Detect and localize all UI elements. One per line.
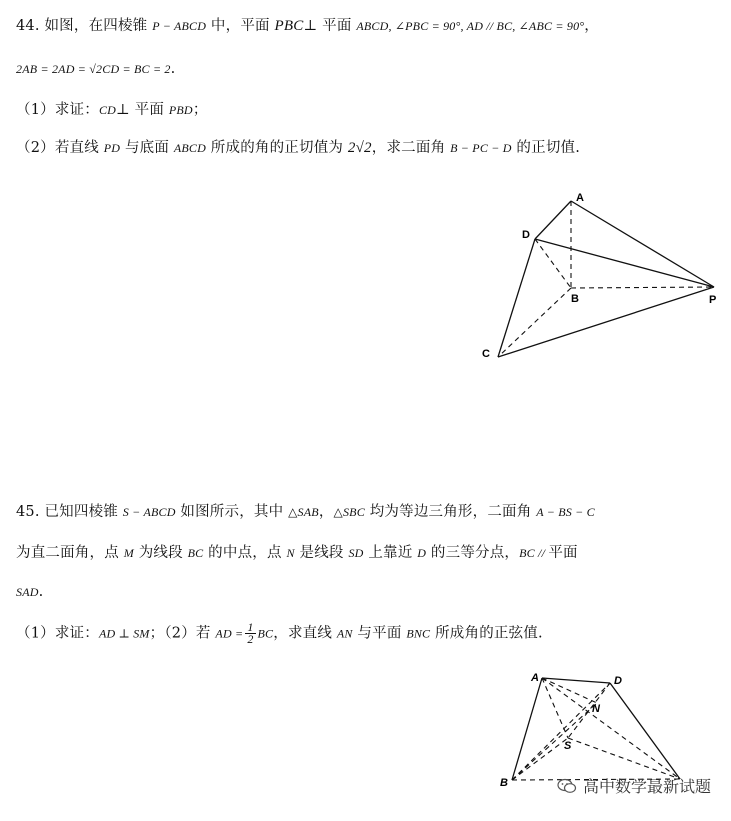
q44-text: 所成的角的正切值为 [206,140,348,156]
q44-text: ， [584,18,599,34]
q44-conditions: ABCD, ∠PBC = 90°, AD // BC, ∠ABC = 90° [356,19,585,33]
edge-ap [571,201,714,287]
q44-text: 44. 如图，在四棱锥 [16,18,153,34]
edge-ac-45 [542,678,680,779]
q44-part1-label: （1）求证： [16,102,99,118]
q44-label-d: D [522,229,530,241]
q45-text: 的三等分点， [426,545,520,561]
q45-parts [16,622,543,645]
q45-label-a: A [531,672,539,684]
q45-text: ， [318,504,334,520]
q45-perp: AD ⊥ SM [98,626,150,641]
q45-text: . [38,584,44,600]
q45-point-d: D [417,546,427,560]
q44-text: 的正切值. [511,140,581,156]
q44-plane-pbd: PBD [168,103,193,117]
q45-point-n: N [286,546,295,560]
q44-text: ⊥ 平面 [303,18,357,34]
q45-plane-bnc: BNC [406,626,431,641]
q44-line-cd: CD [98,103,117,117]
q45-line2 [16,543,578,563]
q45-label-d: D [614,675,622,687]
edge-dc-45 [610,683,680,779]
q45-bc: BC [257,626,274,641]
q45-dihedral: A − BS − C [536,505,595,519]
watermark [557,774,711,797]
q44-label-c: C [482,348,490,360]
q45-part2-label: ；（2）若 [149,625,216,642]
q45-part1-label: （1）求证： [16,625,99,642]
q45-ad-eq: AD = [215,626,244,641]
q45-line3 [16,582,43,602]
q45-triangle-sbc: △SBC [333,505,365,519]
q45-text: 是线段 [294,545,349,561]
q45-text: 上靠近 [363,545,418,561]
q45-line-an: AN [336,626,353,641]
q44-label-a: A [576,192,584,204]
q44-tan-value: 2√2 [347,140,372,156]
edge-dp [535,239,714,287]
q45-label-n: N [592,703,600,715]
edge-bn-45 [512,703,597,780]
q44-pyramid-name: P − ABCD [152,19,207,33]
edge-cp [498,287,717,357]
q45-point-m: M [123,546,134,560]
q44-label-p: P [709,294,717,306]
q45-segment-bc: BC [187,546,204,560]
q45-text: 为直二面角，点 [16,545,124,561]
q44-label-b: B [571,293,579,305]
q45-parallel: BC // [519,546,549,560]
q44-base: ABCD [173,141,206,155]
edge-db-hidden [535,239,571,288]
q45-line1 [16,502,595,522]
q45-segment-sd: SD [348,546,364,560]
q44-equation: 2AB = 2AD = √2CD = BC = 2 [16,62,171,76]
wechat-icon [557,778,577,794]
q44-text: ； [192,102,208,118]
q44-part2-label: （2）若直线 [16,140,104,156]
q45-text: ，求直线 [273,625,337,642]
q45-triangle-sab: △SAB [288,505,319,519]
q45-plane-sad: SAD [16,585,39,599]
q44-text: 中，平面 [206,18,275,34]
q44-text: ，求二面角 [371,140,451,156]
watermark-text: 高中数学最新试题 [582,777,711,796]
q45-text: 所成角的正弦值. [430,625,543,642]
q45-text: 为线段 [133,545,188,561]
edge-sc-45 [568,738,680,779]
q44-line-pd: PD [103,141,121,155]
q44-text: ⊥ 平面 [116,102,169,118]
q44-dihedral: B − PC − D [450,141,512,155]
q45-text: 与平面 [352,625,407,642]
q45-label-b: B [500,777,508,789]
q45-label-s: S [564,740,572,752]
q45-text: 的中点，点 [203,545,287,561]
q45-text: 均为等边三角形，二面角 [364,504,537,520]
q45-text: 45. 已知四棱锥 [16,504,123,520]
q45-fraction [245,622,255,645]
q45-text: 如图所示，其中 [175,504,289,520]
edge-ad [535,201,571,239]
q45-frac-num: 1 [247,620,254,634]
q45-pyramid-name: S − ABCD [122,505,176,519]
q45-text: 平面 [548,545,578,561]
q44-text: . [170,61,176,77]
q44-text: 与底面 [120,140,174,156]
q45-figure [500,672,680,789]
q44-plane-pbc: PBC [274,18,304,34]
edge-bp-hidden [571,287,714,288]
q45-frac-den: 2 [247,632,254,646]
